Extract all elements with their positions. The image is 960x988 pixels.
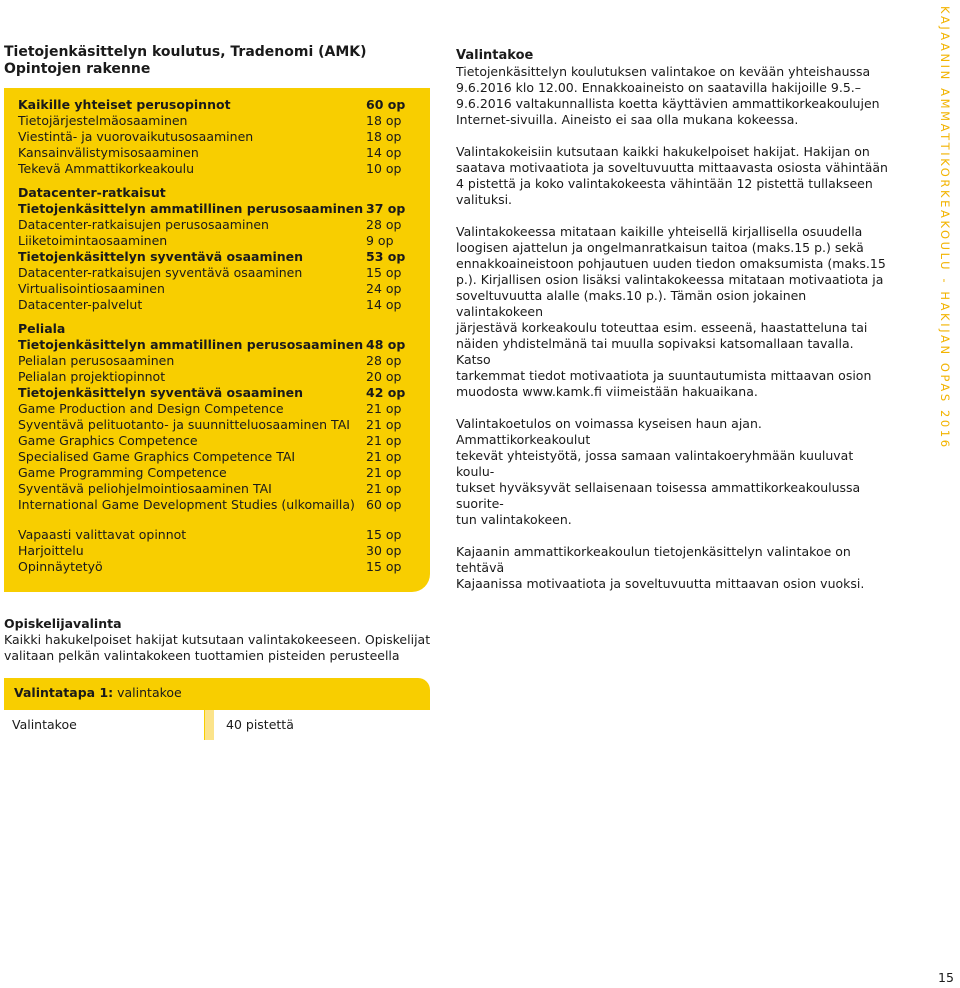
structure-row-credits: 28 op <box>366 353 402 368</box>
structure-row <box>18 145 428 161</box>
valintatapa-header <box>4 678 430 710</box>
structure-row-label: International Game Development Studies (ulkomailla) <box>18 497 355 512</box>
paragraph-line: soveltuvuutta alalle (maks.10 p.). Tämän osion jokainen valintakokeen <box>456 288 807 319</box>
valintakoe-heading: Valintakoe <box>456 48 534 63</box>
structure-row-credits: 21 op <box>366 481 402 496</box>
structure-row <box>18 161 428 177</box>
structure-row-credits: 53 op <box>366 249 406 264</box>
structure-row-label: Datacenter-ratkaisujen syventävä osaaminen <box>18 265 303 280</box>
structure-row-credits: 21 op <box>366 449 402 464</box>
valintatapa-header-text <box>14 685 182 700</box>
structure-row <box>18 385 428 401</box>
structure-row <box>18 129 428 145</box>
title-line-2: Opintojen rakenne <box>4 61 151 77</box>
structure-row-label: Kansainvälistymisosaaminen <box>18 145 199 160</box>
structure-row-credits: 60 op <box>366 97 406 112</box>
page-title <box>4 44 367 78</box>
structure-row-label: Vapaasti valittavat opinnot <box>18 527 187 542</box>
valintatapa-row <box>4 710 430 740</box>
structure-row-label: Tietojenkäsittelyn ammatillinen perusosaaminen <box>18 337 364 352</box>
structure-row <box>18 249 428 265</box>
paragraph-line: muodosta www.kamk.fi viimeistään hakuaikana. <box>456 384 758 399</box>
paragraph-line: Kajaanissa motivaatiota ja soveltuvuutta mittaavan osion vuoksi. <box>456 576 865 591</box>
structure-row-label: Opinnäytetyö <box>18 559 103 574</box>
structure-row <box>18 217 428 233</box>
valintakoe-paragraph-1 <box>456 64 892 128</box>
paragraph-line: Valintakokeessa mitataan kaikille yhteisellä kirjallisella osuudella <box>456 224 863 239</box>
structure-row-credits: 60 op <box>366 497 402 512</box>
structure-row-label: Viestintä- ja vuorovaikutusosaaminen <box>18 129 254 144</box>
structure-row-label: Pelialan perusosaaminen <box>18 353 175 368</box>
structure-row <box>18 201 428 217</box>
structure-row <box>18 369 428 385</box>
paragraph-line: p.). Kirjallisen osion lisäksi valintakokeessa mitataan motivaatiota ja <box>456 272 884 287</box>
structure-row <box>18 337 428 353</box>
paragraph-line: järjestävä korkeakoulu toteuttaa esim. esseenä, haastatteluna tai <box>456 320 868 335</box>
paragraph-line: Internet-sivuilla. Aineisto ei saa olla mukana kokeessa. <box>456 112 799 127</box>
structure-row <box>18 433 428 449</box>
structure-row <box>18 265 428 281</box>
structure-row <box>18 497 428 513</box>
paragraph-line: tukset hyväksyvät sellaisenaan toisessa ammattikorkeakoulussa suorite- <box>456 480 861 511</box>
structure-row-label: Tekevä Ammattikorkeakoulu <box>18 161 195 176</box>
structure-row-credits: 18 op <box>366 113 402 128</box>
page-number: 15 <box>938 970 954 985</box>
paragraph-line: Tietojenkäsittelyn koulutuksen valintakoe on kevään yhteishaussa <box>456 64 871 79</box>
structure-row-credits: 15 op <box>366 559 402 574</box>
structure-row-label: Peliala <box>18 321 66 336</box>
structure-row-credits: 15 op <box>366 527 402 542</box>
valintatapa-cell-name-text: Valintakoe <box>12 717 77 732</box>
structure-row <box>18 113 428 129</box>
structure-row-label: Tietojenkäsittelyn syventävä osaaminen <box>18 249 304 264</box>
paragraph-line: Kajaanin ammattikorkeakoulun tietojenkäsittelyn valintakoe on tehtävä <box>456 544 851 575</box>
structure-row-credits: 21 op <box>366 417 402 432</box>
structure-row-credits: 14 op <box>366 145 402 160</box>
structure-row-credits: 28 op <box>366 217 402 232</box>
valintakoe-section <box>456 48 892 608</box>
structure-row-credits: 15 op <box>366 265 402 280</box>
structure-row-label: Tietojenkäsittelyn ammatillinen perusosaaminen <box>18 201 364 216</box>
structure-row-label: Tietojärjestelmäosaaminen <box>18 113 188 128</box>
structure-row-label: Datacenter-ratkaisujen perusosaaminen <box>18 217 269 232</box>
paragraph-line: saatava motivaatiota ja soveltuvuutta mittaavasta osiosta vähintään <box>456 160 888 175</box>
valintakoe-paragraph-5 <box>456 544 892 592</box>
opiskelijavalinta-heading: Opiskelijavalinta <box>4 616 122 631</box>
structure-row-credits: 18 op <box>366 129 402 144</box>
structure-row <box>18 527 428 543</box>
structure-row-label: Datacenter-palvelut <box>18 297 143 312</box>
paragraph-line: tarkemmat tiedot motivaatiota ja suuntautumista mittaavan osion <box>456 368 872 383</box>
paragraph-line: ennakkoaineistoon pohjautuen uuden tiedon omaksumista (maks.15 <box>456 256 886 271</box>
structure-row-label: Game Graphics Competence <box>18 433 198 448</box>
structure-row <box>18 297 428 313</box>
opiskelijavalinta-section <box>4 616 444 664</box>
structure-row-label: Specialised Game Graphics Competence TAI <box>18 449 296 464</box>
structure-row-credits: 24 op <box>366 281 402 296</box>
structure-row-credits: 9 op <box>366 233 394 248</box>
paragraph-line: Valintakokeisiin kutsutaan kaikki hakukelpoiset hakijat. Hakijan on <box>456 144 870 159</box>
paragraph-line: tun valintakokeen. <box>456 512 572 527</box>
structure-row-label: Kaikille yhteiset perusopinnot <box>18 97 231 112</box>
paragraph-line: loogisen ajattelun ja ongelmanratkaisun taitoa (maks.15 p.) sekä <box>456 240 864 255</box>
structure-row-label: Tietojenkäsittelyn syventävä osaaminen <box>18 385 304 400</box>
paragraph-line: 9.6.2016 valtakunnallista koetta käyttävien ammattikorkeakoulujen <box>456 96 880 111</box>
valintatapa-header-bold: Valintatapa 1: <box>14 685 114 700</box>
structure-row-credits: 21 op <box>366 401 402 416</box>
title-line-1: Tietojenkäsittelyn koulutus, Tradenomi (AMK) <box>4 44 367 60</box>
structure-row-credits: 30 op <box>366 543 402 558</box>
valintatapa-cell-name <box>4 710 205 740</box>
structure-row <box>18 281 428 297</box>
paragraph-line: näiden yhdistelmänä tai muulla sopivaksi katsomallaan tavalla. Katso <box>456 336 854 367</box>
structure-row <box>18 353 428 369</box>
valintatapa-cell-points-text: 40 pistettä <box>226 717 294 732</box>
structure-row-label: Liiketoimintaosaaminen <box>18 233 168 248</box>
valintakoe-paragraph-3 <box>456 224 892 400</box>
opiskelijavalinta-text-2: valitaan pelkän valintakokeen tuottamien pisteiden perusteella <box>4 648 400 663</box>
paragraph-line: 4 pistettä ja koko valintakokeesta vähintään 12 pistettä tullakseen <box>456 176 873 191</box>
structure-row <box>18 97 428 113</box>
structure-row-credits: 48 op <box>366 337 406 352</box>
study-structure-box <box>4 88 430 592</box>
structure-row-label: Virtualisointiosaaminen <box>18 281 165 296</box>
structure-row <box>18 401 428 417</box>
valintatapa-header-rest: valintakoe <box>113 685 182 700</box>
structure-row <box>18 559 428 575</box>
structure-row-label: Game Production and Design Competence <box>18 401 284 416</box>
paragraph-line: 9.6.2016 klo 12.00. Ennakkoaineisto on saatavilla hakijoille 9.5.– <box>456 80 862 95</box>
side-running-title-text: KAJAANIN AMMATTIKORKEAKOULU - HAKIJAN OPAS 2016 <box>938 6 952 450</box>
structure-row-credits: 42 op <box>366 385 406 400</box>
structure-row <box>18 481 428 497</box>
structure-row-label: Harjoittelu <box>18 543 84 558</box>
structure-row-credits: 37 op <box>366 201 406 216</box>
valintakoe-paragraph-4 <box>456 416 892 528</box>
structure-row-credits: 20 op <box>366 369 402 384</box>
paragraph-line: tekevät yhteistyötä, jossa samaan valintakoeryhmään kuuluvat koulu- <box>456 448 854 479</box>
structure-row <box>18 465 428 481</box>
opiskelijavalinta-text-1: Kaikki hakukelpoiset hakijat kutsutaan valintakokeeseen. Opiskelijat <box>4 632 431 647</box>
structure-row-label: Datacenter-ratkaisut <box>18 185 166 200</box>
structure-row-label: Game Programming Competence <box>18 465 227 480</box>
structure-row <box>18 449 428 465</box>
structure-row-credits: 10 op <box>366 161 402 176</box>
paragraph-line: valituksi. <box>456 192 513 207</box>
structure-row-credits: 21 op <box>366 465 402 480</box>
structure-row <box>18 543 428 559</box>
structure-row-label: Syventävä pelituotanto- ja suunnitteluosaaminen TAI <box>18 417 350 432</box>
valintakoe-paragraph-2 <box>456 144 892 208</box>
valintatapa-cell-points <box>214 710 430 740</box>
structure-row-credits: 14 op <box>366 297 402 312</box>
structure-row <box>18 185 428 201</box>
structure-row <box>18 233 428 249</box>
structure-row-label: Syventävä peliohjelmointiosaaminen TAI <box>18 481 272 496</box>
structure-row-label: Pelialan projektiopinnot <box>18 369 166 384</box>
structure-row <box>18 417 428 433</box>
structure-row <box>18 321 428 337</box>
structure-row-credits: 21 op <box>366 433 402 448</box>
paragraph-line: Valintakoetulos on voimassa kyseisen haun ajan. Ammattikorkeakoulut <box>456 416 762 447</box>
